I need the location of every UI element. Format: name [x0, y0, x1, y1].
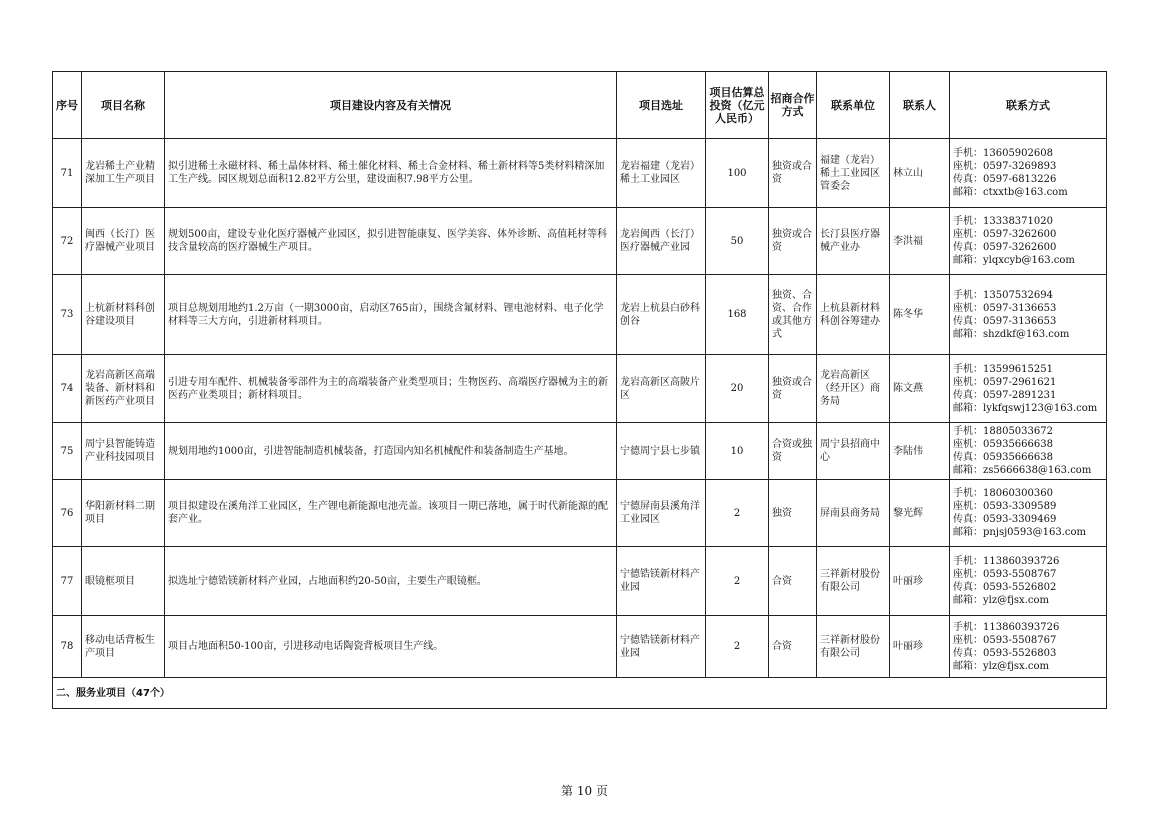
contact-line: 手机：13507532694	[953, 289, 1053, 301]
contact-line: 邮箱：ylz@fjsx.com	[953, 595, 1049, 606]
project-table	[52, 71, 1107, 709]
cell-cooperation-mode: 合资	[769, 547, 817, 616]
page-number: 第 10 页	[561, 784, 608, 798]
cell-location: 龙岩高新区高陂片区	[617, 355, 706, 423]
contact-line: 座机：0597-3269893	[953, 161, 1057, 172]
contact-line: 传真：0593-5526802	[953, 582, 1057, 593]
cell-seq: 77	[53, 547, 82, 616]
header-invest: 项目估算总投资（亿元人民币）	[706, 72, 769, 139]
cell-location: 宁德周宁县七步镇	[617, 423, 706, 480]
cell-investment: 10	[706, 423, 769, 480]
contact-line: 手机：18060300360	[953, 488, 1053, 499]
contact-line: 传真：0597-3262600	[953, 242, 1057, 253]
cell-cooperation-mode: 独资	[769, 480, 817, 547]
cell-investment: 20	[706, 355, 769, 423]
header-location: 项目选址	[617, 72, 706, 139]
header-content: 项目建设内容及有关情况	[165, 72, 617, 139]
header-row	[53, 72, 1107, 139]
cell-project-name: 龙岩高新区高端装备、新材料和新医药产业项目	[82, 355, 165, 423]
cell-contact-info	[950, 355, 1107, 423]
cell-contact-person: 林立山	[890, 139, 950, 208]
table-row	[53, 480, 1107, 547]
cell-seq: 73	[53, 275, 82, 355]
contact-line: 座机：0593-5508767	[953, 569, 1057, 580]
contact-line: 邮箱：lykfqswj123@163.com	[953, 402, 1098, 414]
contact-line: 手机：113860393726	[953, 556, 1060, 567]
header-unit: 联系单位	[817, 72, 890, 139]
contact-line: 邮箱：ylz@fjsx.com	[953, 660, 1049, 672]
cell-content: 项目拟建设在溪角洋工业园区，生产锂电新能源电池壳盖。该项目一期已落地，属于时代新能源的配套产业。	[165, 480, 617, 547]
contact-line: 传真：05935666638	[953, 452, 1053, 463]
cell-cooperation-mode: 独资、合资、合作或其他方式	[769, 275, 817, 355]
contact-line: 座机：05935666638	[953, 439, 1053, 450]
contact-line: 邮箱：zs5666638@163.com	[953, 465, 1092, 476]
contact-line: 传真：0593-5526803	[953, 647, 1057, 659]
cell-contact-info	[950, 208, 1107, 275]
cell-project-name: 眼镜框项目	[82, 547, 165, 616]
contact-line: 邮箱：ctxxtb@163.com	[953, 187, 1068, 198]
cell-seq: 74	[53, 355, 82, 423]
header-mode: 招商合作方式	[769, 72, 817, 139]
table-row	[53, 423, 1107, 480]
cell-content: 规划500亩，建设专业化医疗器械产业园区，拟引进智能康复、医学美容、体外诊断、高值耗材等科技含量较高的医疗器械生产项目。	[165, 208, 617, 275]
cell-contact-unit: 上杭县新材料科创谷筹建办	[817, 275, 890, 355]
contact-line: 手机：13338371020	[953, 216, 1053, 227]
cell-project-name: 上杭新材料科创谷建设项目	[82, 275, 165, 355]
cell-contact-info	[950, 423, 1107, 480]
cell-content: 拟引进稀土永磁材料、稀土晶体材料、稀土催化材料、稀土合金材料、稀土新材料等5类材料精深加工生产线。园区规划总面积12.82平方公里，建设面积7.98平方公里。	[165, 139, 617, 208]
contact-line: 手机：18805033672	[953, 426, 1053, 437]
table-row	[53, 355, 1107, 423]
cell-location: 龙岩福建（龙岩）稀土工业园区	[617, 139, 706, 208]
cell-contact-unit: 龙岩高新区（经开区）商务局	[817, 355, 890, 423]
table-row	[53, 208, 1107, 275]
cell-contact-person: 黎光辉	[890, 480, 950, 547]
table-row	[53, 616, 1107, 678]
cell-location: 宁德锆镁新材料产业园	[617, 547, 706, 616]
cell-project-name: 周宁县智能铸造产业科技园项目	[82, 423, 165, 480]
cell-project-name: 华阳新材料二期项目	[82, 480, 165, 547]
cell-contact-unit: 福建（龙岩）稀土工业园区管委会	[817, 139, 890, 208]
cell-seq: 78	[53, 616, 82, 678]
contact-line: 邮箱：pnjsj0593@163.com	[953, 527, 1086, 538]
cell-contact-info	[950, 547, 1107, 616]
contact-line: 手机：13599615251	[953, 363, 1053, 375]
contact-line: 传真：0593-3309469	[953, 514, 1057, 525]
cell-seq: 71	[53, 139, 82, 208]
cell-investment: 100	[706, 139, 769, 208]
cell-contact-info	[950, 275, 1107, 355]
contact-line: 手机：13605902608	[953, 148, 1053, 159]
cell-content: 规划用地约1000亩，引进智能制造机械装备，打造国内知名机械配件和装备制造生产基地。	[165, 423, 617, 480]
contact-line: 座机：0597-2961621	[953, 376, 1057, 388]
cell-cooperation-mode: 独资或合资	[769, 355, 817, 423]
cell-contact-info	[950, 616, 1107, 678]
table-row	[53, 547, 1107, 616]
cell-investment: 2	[706, 480, 769, 547]
cell-contact-unit: 周宁县招商中心	[817, 423, 890, 480]
contact-line: 邮箱：ylqxcyb@163.com	[953, 255, 1075, 266]
cell-content: 引进专用车配件、机械装备零部件为主的高端装备产业类型项目；生物医药、高端医疗器械为主的新医药产业类项目；新材料项目。	[165, 355, 617, 423]
cell-content: 项目占地面积50-100亩，引进移动电话陶瓷背板项目生产线。	[165, 616, 617, 678]
cell-contact-person: 叶丽珍	[890, 616, 950, 678]
cell-contact-person: 李陆伟	[890, 423, 950, 480]
cell-contact-unit: 长汀县医疗器械产业办	[817, 208, 890, 275]
cell-contact-unit: 三祥新材股份有限公司	[817, 616, 890, 678]
cell-seq: 72	[53, 208, 82, 275]
cell-investment: 168	[706, 275, 769, 355]
cell-contact-info	[950, 139, 1107, 208]
cell-location: 龙岩闽西（长汀）医疗器械产业园	[617, 208, 706, 275]
cell-cooperation-mode: 独资或合资	[769, 208, 817, 275]
contact-line: 传真：0597-2891231	[953, 389, 1057, 401]
cell-contact-person: 李洪福	[890, 208, 950, 275]
section-title: 二、服务业项目（47个）	[53, 678, 1107, 709]
header-name: 项目名称	[82, 72, 165, 139]
cell-location: 宁德锆镁新材料产业园	[617, 616, 706, 678]
cell-contact-info	[950, 480, 1107, 547]
contact-line: 邮箱：shzdkf@163.com	[953, 328, 1070, 340]
cell-investment: 2	[706, 547, 769, 616]
cell-cooperation-mode: 独资或合资	[769, 139, 817, 208]
cell-seq: 76	[53, 480, 82, 547]
cell-location: 宁德屏南县溪角洋工业园区	[617, 480, 706, 547]
cell-investment: 2	[706, 616, 769, 678]
table-row	[53, 275, 1107, 355]
contact-line: 传真：0597-3136653	[953, 315, 1057, 327]
cell-project-name: 闽西（长汀）医疗器械产业项目	[82, 208, 165, 275]
cell-project-name: 龙岩稀土产业精深加工生产项目	[82, 139, 165, 208]
cell-contact-unit: 三祥新材股份有限公司	[817, 547, 890, 616]
cell-investment: 50	[706, 208, 769, 275]
header-contact: 联系方式	[950, 72, 1107, 139]
table-row	[53, 139, 1107, 208]
cell-project-name: 移动电话背板生产项目	[82, 616, 165, 678]
contact-line: 座机：0597-3262600	[953, 229, 1057, 240]
cell-cooperation-mode: 合资	[769, 616, 817, 678]
cell-cooperation-mode: 合资或独资	[769, 423, 817, 480]
contact-line: 座机：0593-5508767	[953, 634, 1057, 646]
cell-contact-person: 叶丽珍	[890, 547, 950, 616]
header-person: 联系人	[890, 72, 950, 139]
contact-line: 传真：0597-6813226	[953, 174, 1057, 185]
cell-contact-person: 陈文燕	[890, 355, 950, 423]
cell-location: 龙岩上杭县白砂科创谷	[617, 275, 706, 355]
cell-seq: 75	[53, 423, 82, 480]
header-seq: 序号	[53, 72, 82, 139]
contact-line: 座机：0593-3309589	[953, 501, 1057, 512]
contact-line: 座机：0597-3136653	[953, 302, 1057, 314]
contact-line: 手机：113860393726	[953, 621, 1060, 633]
cell-content: 项目总规划用地约1.2万亩（一期3000亩，启动区765亩），围绕含氟材料、锂电池材料、电子化学材料等三大方向，引进新材料项目。	[165, 275, 617, 355]
cell-content: 拟选址宁德锆镁新材料产业园，占地面积约20-50亩，主要生产眼镜框。	[165, 547, 617, 616]
cell-contact-person: 陈冬华	[890, 275, 950, 355]
section-row	[53, 678, 1107, 709]
cell-contact-unit: 屏南县商务局	[817, 480, 890, 547]
